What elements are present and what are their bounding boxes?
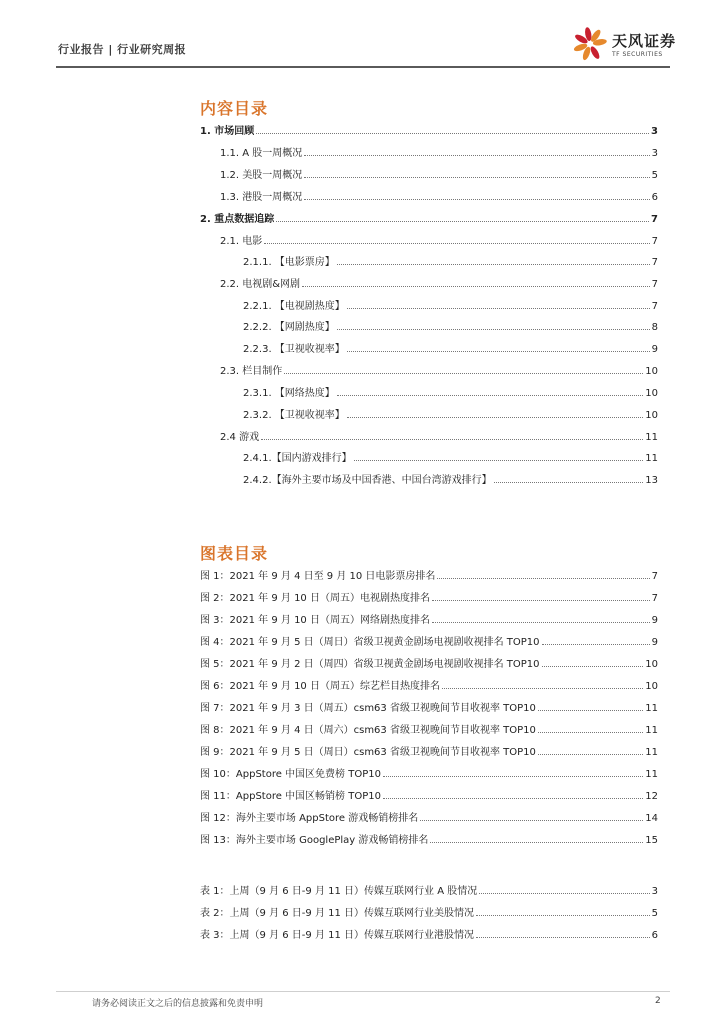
figure-entry-label: 图 4：2021 年 9 月 5 日（周日）省级卫视黄金剧场电视剧收视排名 TOP10 bbox=[200, 637, 540, 648]
toc-entry[interactable] bbox=[220, 146, 658, 160]
dot-leader bbox=[256, 124, 649, 134]
dot-leader bbox=[437, 569, 649, 579]
table-entry[interactable] bbox=[200, 884, 658, 898]
dot-leader bbox=[347, 299, 650, 309]
figure-entry[interactable] bbox=[200, 833, 658, 847]
figure-entry[interactable] bbox=[200, 591, 658, 605]
toc-entry[interactable] bbox=[243, 451, 658, 465]
table-entry-label: 表 2：上周（9 月 6 日-9 月 11 日）传媒互联网行业美股情况 bbox=[200, 908, 475, 919]
figure-entry-label: 图 11：AppStore 中国区畅销榜 TOP10 bbox=[200, 791, 381, 802]
toc-entry-page: 10 bbox=[645, 388, 658, 399]
toc-entry-label: 1. 市场回顾 bbox=[200, 126, 255, 137]
toc-entry-page: 7 bbox=[651, 257, 658, 268]
toc-entry-page: 11 bbox=[645, 432, 658, 443]
dot-leader bbox=[538, 701, 643, 711]
dot-leader bbox=[542, 657, 644, 667]
table-entry[interactable] bbox=[200, 906, 658, 920]
figure-entry[interactable] bbox=[200, 789, 658, 803]
toc-entry-label: 2.1. 电影 bbox=[220, 236, 263, 247]
page-number: 2 bbox=[655, 996, 661, 1006]
toc-entry[interactable] bbox=[220, 234, 658, 248]
toc-entry-label: 2.2.2. 【网剧热度】 bbox=[243, 322, 335, 333]
dot-leader bbox=[304, 168, 649, 178]
toc-entry[interactable] bbox=[243, 255, 658, 269]
dot-leader bbox=[261, 430, 643, 440]
toc-entry-page: 13 bbox=[645, 475, 658, 486]
figure-entry-page: 7 bbox=[651, 593, 658, 604]
figure-entry[interactable] bbox=[200, 657, 658, 671]
toc-entry[interactable] bbox=[220, 277, 658, 291]
figure-entry[interactable] bbox=[200, 701, 658, 715]
toc-entry-page: 6 bbox=[651, 192, 658, 203]
dot-leader bbox=[304, 146, 649, 156]
footer-divider bbox=[56, 991, 670, 992]
toc-entry-label: 2.4 游戏 bbox=[220, 432, 260, 443]
dot-leader bbox=[383, 767, 643, 777]
toc-entry[interactable] bbox=[243, 386, 658, 400]
dot-leader bbox=[476, 928, 650, 938]
logo-text: 天风证券 bbox=[612, 32, 677, 50]
table-entry-page: 6 bbox=[651, 930, 658, 941]
toc-entry-page: 9 bbox=[651, 344, 658, 355]
toc-entry-label: 2. 重点数据追踪 bbox=[200, 214, 275, 225]
figure-entry[interactable] bbox=[200, 613, 658, 627]
toc-entry[interactable] bbox=[220, 430, 658, 444]
figure-entry[interactable] bbox=[200, 635, 658, 649]
figure-entry-page: 11 bbox=[645, 725, 658, 736]
figure-entry-label: 图 1：2021 年 9 月 4 日至 9 月 10 日电影票房排名 bbox=[200, 571, 436, 582]
figure-entry-page: 7 bbox=[651, 571, 658, 582]
figure-entry-label: 图 7：2021 年 9 月 3 日（周五）csm63 省级卫视晚间节目收视率 TOP10 bbox=[200, 703, 536, 714]
dot-leader bbox=[538, 745, 643, 755]
logo-subtext: TF SECURITIES bbox=[612, 51, 663, 58]
toc-entry-label: 2.2.3. 【卫视收视率】 bbox=[243, 344, 345, 355]
toc-entry[interactable] bbox=[243, 342, 658, 356]
figure-entry-label: 图 12：海外主要市场 AppStore 游戏畅销榜排名 bbox=[200, 813, 419, 824]
figure-entry-label: 图 3：2021 年 9 月 10 日（周五）网络剧热度排名 bbox=[200, 615, 430, 626]
figure-entry[interactable] bbox=[200, 811, 658, 825]
figure-entry-label: 图 13：海外主要市场 GooglePlay 游戏畅销榜排名 bbox=[200, 835, 429, 846]
table-entry-label: 表 3：上周（9 月 6 日-9 月 11 日）传媒互联网行业港股情况 bbox=[200, 930, 475, 941]
toc-entry-page: 10 bbox=[645, 410, 658, 421]
dot-leader bbox=[284, 364, 643, 374]
dot-leader bbox=[304, 190, 649, 200]
figure-entry-page: 11 bbox=[645, 769, 658, 780]
table-entry-page: 5 bbox=[651, 908, 658, 919]
header-breadcrumb: 行业报告 | 行业研究周报 bbox=[58, 43, 187, 56]
toc-entry[interactable] bbox=[220, 168, 658, 182]
figure-entry-page: 11 bbox=[645, 747, 658, 758]
figures-title: 图表目录 bbox=[200, 544, 269, 563]
figure-entry-label: 图 2：2021 年 9 月 10 日（周五）电视剧热度排名 bbox=[200, 593, 430, 604]
toc-title: 内容目录 bbox=[200, 99, 269, 118]
toc-entry-page: 7 bbox=[651, 214, 658, 225]
toc-entry-label: 2.4.1.【国内游戏排行】 bbox=[243, 453, 352, 464]
toc-entry[interactable] bbox=[243, 299, 658, 313]
toc-entry[interactable] bbox=[220, 190, 658, 204]
figure-entry[interactable] bbox=[200, 723, 658, 737]
toc-entry-page: 5 bbox=[651, 170, 658, 181]
table-entry-label: 表 1：上周（9 月 6 日-9 月 11 日）传媒互联网行业 A 股情况 bbox=[200, 886, 478, 897]
dot-leader bbox=[430, 833, 643, 843]
figure-entry-page: 12 bbox=[645, 791, 658, 802]
figure-entry-label: 图 6：2021 年 9 月 10 日（周五）综艺栏目热度排名 bbox=[200, 681, 440, 692]
dot-leader bbox=[542, 635, 650, 645]
dot-leader bbox=[302, 277, 650, 287]
toc-entry[interactable] bbox=[243, 408, 658, 422]
figure-entry-label: 图 9：2021 年 9 月 5 日（周日）csm63 省级卫视晚间节目收视率 TOP10 bbox=[200, 747, 536, 758]
toc-entry-label: 2.3. 栏目制作 bbox=[220, 366, 283, 377]
figure-entry[interactable] bbox=[200, 745, 658, 759]
figure-entry-page: 11 bbox=[645, 703, 658, 714]
table-entry-page: 3 bbox=[651, 886, 658, 897]
dot-leader bbox=[432, 591, 650, 601]
figure-entry[interactable] bbox=[200, 767, 658, 781]
dot-leader bbox=[420, 811, 643, 821]
dot-leader bbox=[538, 723, 643, 733]
toc-entry[interactable] bbox=[243, 320, 658, 334]
dot-leader bbox=[337, 255, 650, 265]
toc-entry[interactable] bbox=[243, 473, 658, 487]
dot-leader bbox=[264, 234, 649, 244]
toc-entry-label: 1.1. A 股一周概况 bbox=[220, 148, 303, 159]
dot-leader bbox=[494, 473, 644, 483]
figure-entry-label: 图 10：AppStore 中国区免费榜 TOP10 bbox=[200, 769, 381, 780]
figure-entry[interactable] bbox=[200, 569, 658, 583]
figure-entry-page: 10 bbox=[645, 681, 658, 692]
toc-entry-page: 3 bbox=[651, 126, 658, 137]
toc-entry-label: 2.3.1. 【网络热度】 bbox=[243, 388, 335, 399]
figure-entry-page: 9 bbox=[651, 637, 658, 648]
figure-entry-page: 9 bbox=[651, 615, 658, 626]
dot-leader bbox=[476, 906, 650, 916]
toc-entry-label: 1.2. 美股一周概况 bbox=[220, 170, 303, 181]
toc-entry[interactable] bbox=[200, 212, 658, 226]
dot-leader bbox=[337, 320, 650, 330]
dot-leader bbox=[276, 212, 649, 222]
toc-entry-label: 2.2. 电视剧&网剧 bbox=[220, 279, 301, 290]
footer-disclaimer: 请务必阅读正文之后的信息披露和免责申明 bbox=[92, 999, 264, 1009]
dot-leader bbox=[432, 613, 650, 623]
figure-entry[interactable] bbox=[200, 679, 658, 693]
dot-leader bbox=[347, 342, 650, 352]
toc-entry-label: 2.1.1. 【电影票房】 bbox=[243, 257, 335, 268]
toc-entry[interactable] bbox=[220, 364, 658, 378]
header-divider bbox=[56, 66, 670, 68]
dot-leader bbox=[354, 451, 644, 461]
dot-leader bbox=[383, 789, 643, 799]
toc-entry-page: 7 bbox=[651, 301, 658, 312]
figure-entry-page: 10 bbox=[645, 659, 658, 670]
dot-leader bbox=[442, 679, 643, 689]
toc-entry-page: 8 bbox=[651, 322, 658, 333]
toc-entry[interactable] bbox=[200, 124, 658, 138]
table-entry[interactable] bbox=[200, 928, 658, 942]
figure-entry-page: 14 bbox=[645, 813, 658, 824]
dot-leader bbox=[479, 884, 649, 894]
dot-leader bbox=[337, 386, 643, 396]
toc-entry-page: 11 bbox=[645, 453, 658, 464]
toc-entry-page: 3 bbox=[651, 148, 658, 159]
figure-entry-page: 15 bbox=[645, 835, 658, 846]
figure-entry-label: 图 5：2021 年 9 月 2 日（周四）省级卫视黄金剧场电视剧收视排名 TOP10 bbox=[200, 659, 540, 670]
dot-leader bbox=[347, 408, 643, 418]
toc-entry-page: 7 bbox=[651, 236, 658, 247]
toc-entry-page: 10 bbox=[645, 366, 658, 377]
toc-entry-page: 7 bbox=[651, 279, 658, 290]
toc-entry-label: 2.2.1. 【电视剧热度】 bbox=[243, 301, 345, 312]
toc-entry-label: 2.4.2.【海外主要市场及中国香港、中国台湾游戏排行】 bbox=[243, 475, 492, 486]
toc-entry-label: 2.3.2. 【卫视收视率】 bbox=[243, 410, 345, 421]
toc-entry-label: 1.3. 港股一周概况 bbox=[220, 192, 303, 203]
figure-entry-label: 图 8：2021 年 9 月 4 日（周六）csm63 省级卫视晚间节目收视率 TOP10 bbox=[200, 725, 536, 736]
